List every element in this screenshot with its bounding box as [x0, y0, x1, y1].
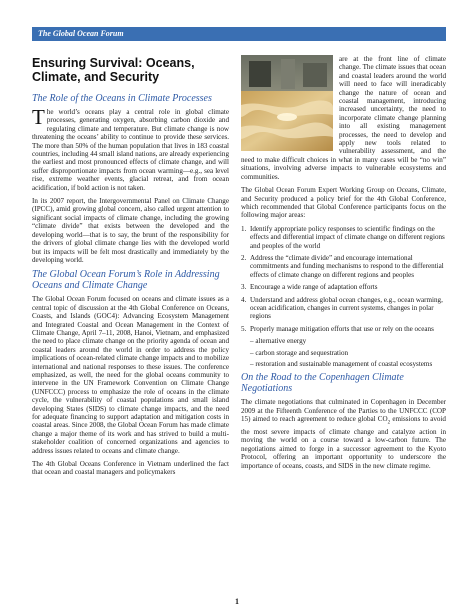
paragraph: The world’s oceans play a central role in global climate processes, generating oxygen, absorbing carbon dioxide and regulating climate and temperature. But climate change is now threatening the oceans’ ability to continue to provide these services. The more than 50% of the human population that lives in 183 coastal countries, including 44 small island nations, are already experiencing the earliest and most pronounced effects of climate change, and will suffer disproportionate impacts from ocean warming—e.g., sea level rise, extreme weather events, glacial retreat, and from ocean acidification, if bold action is not taken. [32, 105, 229, 192]
paragraph: The Global Ocean Forum focused on oceans and climate issues as a central topic of discussion at the 4th Global Conference on Oceans, Coasts, and Islands (GOC4): Advancing Ecosystem Management and Integrated Coastal and Ocean Management in the Context of Climate Change, April 7–11, 2008, Hanoi, Vietnam, and emphasized the need to place climate change on the priority agenda of ocean and coastal leaders around the world in order to address the policy implications of ocean-related climate change impacts and to mobilize international and national responses to these issues. The conference emphasized, as well, the need for the global oceans community to intervene in the UN Framework Convention on Climate Change (UNFCCC) process to emphasize the role of oceans in the climate cycle, the vulnerability of coastal populations and small island developing States (SIDS) to climate change impacts, and the need for adequate financing to support adaptation and mitigation costs in coastal areas. Since 2008, the Global Ocean Forum has made climate change a major theme of its work and has strived to build a multi-stakeholder coalition of concerned organizations and agencies to address issues related to oceans and climate change. [32, 295, 229, 455]
paragraph: The 4th Global Oceans Conference in Vietnam underlined the fact that ocean and coastal managers and policymakers [32, 460, 229, 477]
paragraph: The climate negotiations that culminated in Copenhagen in December 2009 at the Fifteenth Conference of the Parties to the UNFCCC (COP 15) aimed to reach agreement to reduce global $CO_2$ emissions to avoid the most severe impacts of climate change and catalyze action in moving the world on a course toward a low-carbon future. The negotiations aimed to forge in a successor agreement to the Kyoto Protocol, offering an important opportunity to underscore the importance of oceans, coasts, and SIDS in the new climate regime. [241, 398, 446, 470]
paragraph: are at the front line of climate change. The climate issues that ocean and coastal leaders around the world will need to face will ineradicably change the nature of ocean and coastal management, introducing increased uncertainty, the need to incorporate climate change planning into all existing management processes, the need to develop and apply new tools related to vulnerability assessment, and the need to make difficult choices in what in many cases will be “no win” situations, involving adverse impacts to vulnerable ecosystems and communities. [241, 55, 446, 181]
page-number: 1 [235, 597, 239, 606]
sublist-item: – carbon storage and sequestration [250, 348, 349, 357]
flood-photo-image [241, 55, 333, 151]
list-item: 1. Identify appropriate policy responses to scientific findings on the effects and differential impact of climate change on different regions and peoples of the world [241, 224, 445, 250]
article-title: Ensuring Survival: Oceans, Climate, and Security [32, 56, 195, 84]
paragraph: The Global Ocean Forum Expert Working Group on Oceans, Climate, and Security produced a policy brief for the 4th Global Conference, which recommended that Global Conference participants focus on the following major areas: [241, 186, 446, 220]
list-item: 3. Encourage a wide range of adaptation efforts [241, 283, 378, 292]
sublist-item: – restoration and sustainable management of coastal ecosystems [250, 360, 433, 368]
right-column [241, 55, 446, 475]
list-item: 4. Understand and address global ocean changes, e.g., ocean warming, ocean acidification, changes in current systems, changes in polar regions [241, 295, 443, 321]
drop-cap: T [32, 105, 45, 129]
left-column [32, 56, 229, 482]
mitigation-sublist [250, 337, 446, 368]
list-item: 5. Properly manage mitigation efforts that use or rely on the oceans [241, 324, 434, 333]
flooded-coast-photo [241, 55, 333, 151]
paragraph: In its 2007 report, the Intergovernmental Panel on Climate Change (IPCC), amid growing global concern, also called urgent attention to significant social impacts of climate change, including the growing “climate divide” that exists between the developed and the developing world—that is to say, the brunt of the responsibility for the drivers of global climate change lies with the developed world but its impacts will be felt most drastically and immediately by the developing world. [32, 197, 229, 264]
list-item: 2. Address the “climate divide” and encourage international commitments and funding mechanisms to respond to the differential effects of climate change on different regions and peoples [241, 253, 444, 279]
section-heading-copenhagen: On the Road to the Copenhagen Climate Negotiations [241, 372, 404, 395]
recommendations-list [241, 225, 446, 333]
running-header: The Global Ocean Forum [32, 27, 446, 41]
section-heading-role-of-oceans: The Role of the Oceans in Climate Processes [32, 93, 212, 104]
section-heading-global-ocean-forum-role: The Global Ocean Forum’s Role in Addressing Oceans and Climate Change [32, 269, 220, 292]
sublist-item: – alternative energy [250, 337, 307, 346]
